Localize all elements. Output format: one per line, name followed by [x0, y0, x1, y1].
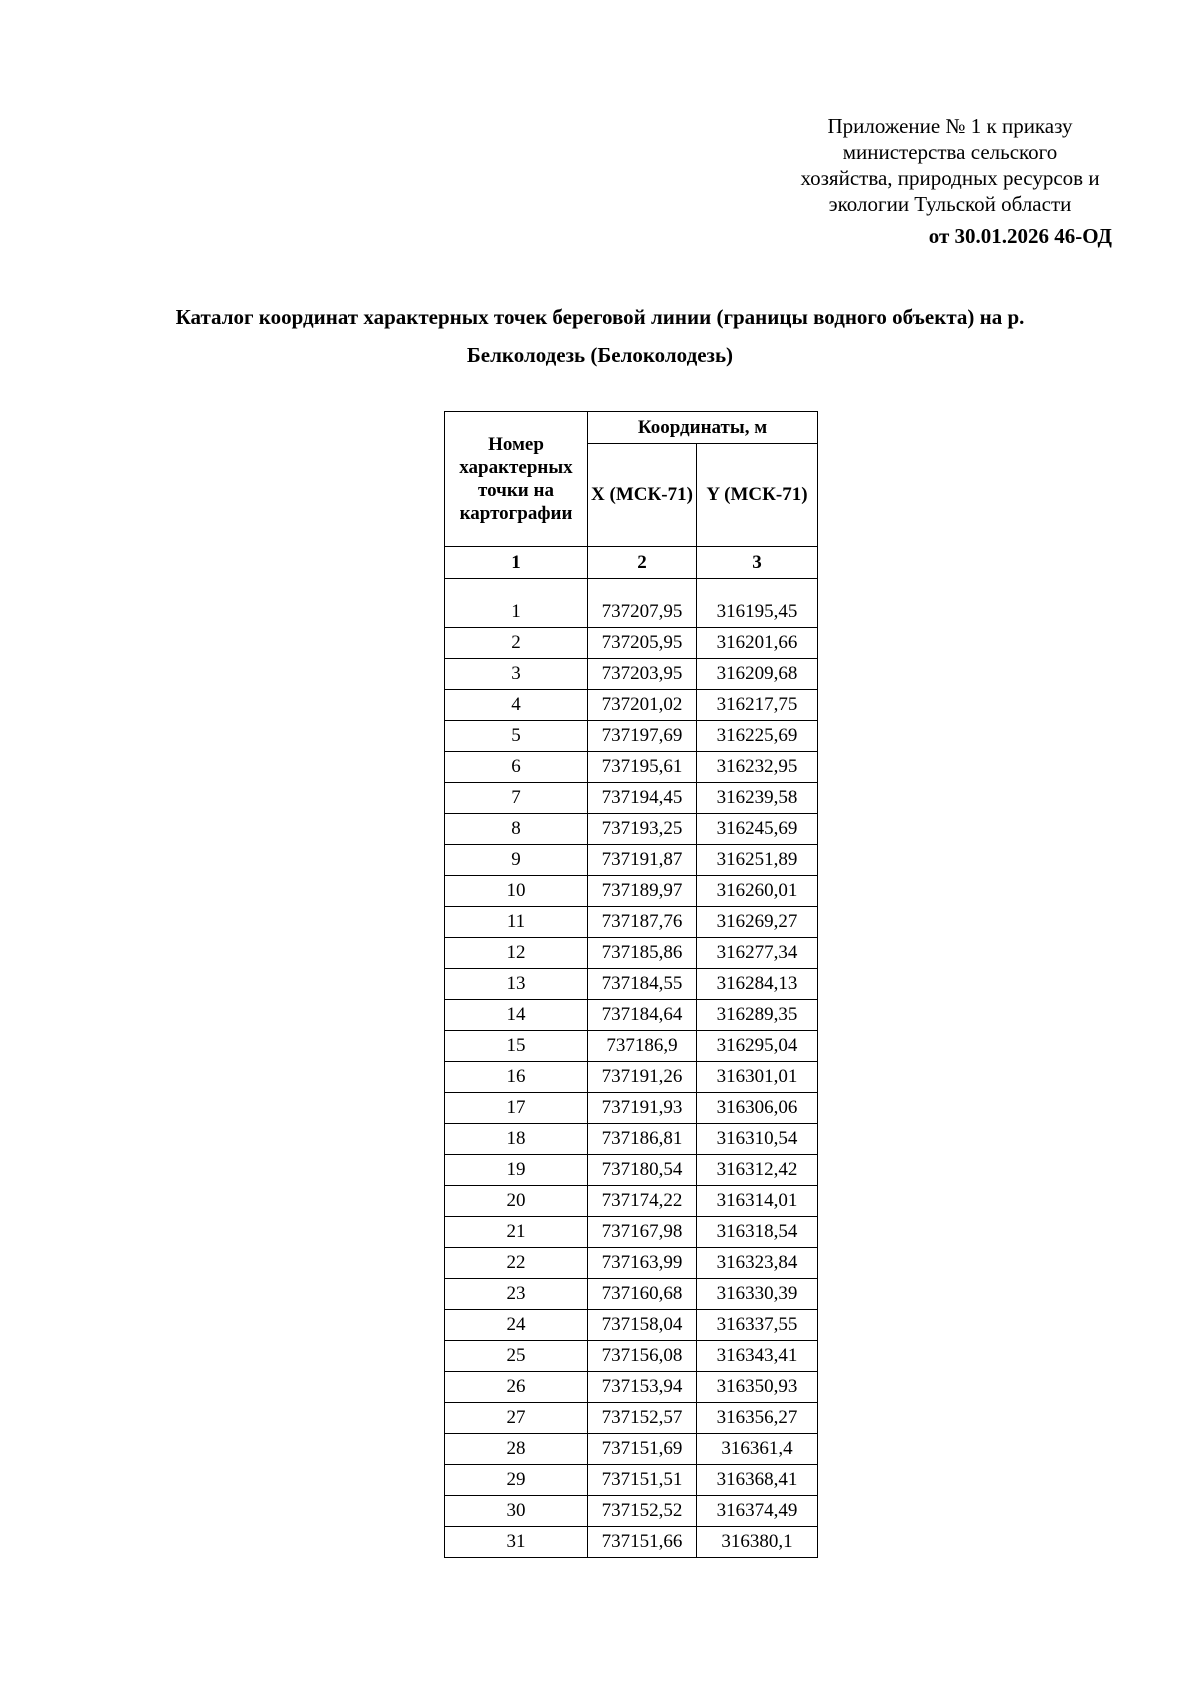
header-point-number-line: точки на	[478, 480, 554, 501]
point-number-cell: 17	[445, 1093, 588, 1124]
x-coordinate-cell: 737185,86	[588, 938, 697, 969]
y-coordinate-cell: 316277,34	[697, 938, 818, 969]
y-coordinate-cell: 316209,68	[697, 659, 818, 690]
point-number-cell: 25	[445, 1341, 588, 1372]
x-coordinate-cell: 737153,94	[588, 1372, 697, 1403]
y-coordinate-cell: 316289,35	[697, 1000, 818, 1031]
header-y: Y (МСК-71)	[697, 444, 818, 547]
y-coordinate-cell: 316374,49	[697, 1496, 818, 1527]
column-number: 1	[445, 547, 588, 579]
appendix-header-line: министерства сельского	[842, 140, 1058, 164]
y-coordinate-cell: 316337,55	[697, 1310, 818, 1341]
point-number-cell: 28	[445, 1434, 588, 1465]
point-number-cell: 8	[445, 814, 588, 845]
y-coordinate-cell: 316201,66	[697, 628, 818, 659]
coordinates-table	[444, 411, 818, 1558]
table-row	[445, 1527, 818, 1558]
y-coordinate-cell: 316269,27	[697, 907, 818, 938]
y-coordinate-cell: 316284,13	[697, 969, 818, 1000]
point-number-cell: 5	[445, 721, 588, 752]
y-coordinate-cell: 316323,84	[697, 1248, 818, 1279]
column-number: 2	[588, 547, 697, 579]
x-coordinate-cell: 737194,45	[588, 783, 697, 814]
table-row	[445, 1155, 818, 1186]
point-number-cell: 7	[445, 783, 588, 814]
table-row	[445, 1000, 818, 1031]
table-row	[445, 907, 818, 938]
x-coordinate-cell: 737186,81	[588, 1124, 697, 1155]
x-coordinate-cell: 737184,64	[588, 1000, 697, 1031]
y-coordinate-cell: 316245,69	[697, 814, 818, 845]
table-row	[445, 876, 818, 907]
table-row	[445, 1341, 818, 1372]
x-coordinate-cell: 737151,51	[588, 1465, 697, 1496]
y-coordinate-cell: 316343,41	[697, 1341, 818, 1372]
x-coordinate-cell: 737189,97	[588, 876, 697, 907]
y-coordinate-cell: 316356,27	[697, 1403, 818, 1434]
document-title-line-1: Каталог координат характерных точек береговой линии (границы водного объекта) на р.	[175, 305, 1025, 329]
table-row	[445, 1031, 818, 1062]
point-number-cell: 1	[445, 579, 588, 628]
table-row	[445, 659, 818, 690]
header-point-number	[445, 412, 588, 547]
x-coordinate-cell: 737207,95	[588, 579, 697, 628]
table-row	[445, 814, 818, 845]
header-point-number-line: характерных	[459, 457, 573, 478]
appendix-header-line: хозяйства, природных ресурсов и	[800, 166, 1100, 190]
table-row	[445, 721, 818, 752]
y-coordinate-cell: 316225,69	[697, 721, 818, 752]
y-coordinate-cell: 316312,42	[697, 1155, 818, 1186]
order-reference: от 30.01.2026 46-ОД	[928, 224, 1112, 248]
table-row	[445, 1372, 818, 1403]
table-row	[445, 690, 818, 721]
table-body	[445, 579, 818, 1558]
table-row	[445, 1093, 818, 1124]
point-number-cell: 30	[445, 1496, 588, 1527]
y-coordinate-cell: 316217,75	[697, 690, 818, 721]
y-coordinate-cell: 316310,54	[697, 1124, 818, 1155]
x-coordinate-cell: 737191,93	[588, 1093, 697, 1124]
table-row	[445, 1465, 818, 1496]
y-coordinate-cell: 316380,1	[697, 1527, 818, 1558]
table-row	[445, 969, 818, 1000]
point-number-cell: 16	[445, 1062, 588, 1093]
column-number: 3	[697, 547, 818, 579]
point-number-cell: 22	[445, 1248, 588, 1279]
x-coordinate-cell: 737203,95	[588, 659, 697, 690]
point-number-cell: 29	[445, 1465, 588, 1496]
point-number-cell: 13	[445, 969, 588, 1000]
x-coordinate-cell: 737160,68	[588, 1279, 697, 1310]
table-row	[445, 579, 818, 628]
point-number-cell: 24	[445, 1310, 588, 1341]
x-coordinate-cell: 737195,61	[588, 752, 697, 783]
x-coordinate-cell: 737186,9	[588, 1031, 697, 1062]
y-coordinate-cell: 316318,54	[697, 1217, 818, 1248]
point-number-cell: 20	[445, 1186, 588, 1217]
table-row	[445, 1279, 818, 1310]
table-row	[445, 1403, 818, 1434]
x-coordinate-cell: 737201,02	[588, 690, 697, 721]
table-row	[445, 1217, 818, 1248]
table-row	[445, 783, 818, 814]
header-point-number-line: картографии	[459, 503, 573, 524]
point-number-cell: 21	[445, 1217, 588, 1248]
table-row	[445, 1434, 818, 1465]
x-coordinate-cell: 737152,52	[588, 1496, 697, 1527]
point-number-cell: 15	[445, 1031, 588, 1062]
x-coordinate-cell: 737191,26	[588, 1062, 697, 1093]
x-coordinate-cell: 737191,87	[588, 845, 697, 876]
x-coordinate-cell: 737180,54	[588, 1155, 697, 1186]
y-coordinate-cell: 316232,95	[697, 752, 818, 783]
table-row	[445, 1496, 818, 1527]
x-coordinate-cell: 737156,08	[588, 1341, 697, 1372]
header-point-number-line: Номер	[488, 434, 544, 455]
x-coordinate-cell: 737167,98	[588, 1217, 697, 1248]
point-number-cell: 26	[445, 1372, 588, 1403]
point-number-cell: 23	[445, 1279, 588, 1310]
point-number-cell: 4	[445, 690, 588, 721]
appendix-header-line: Приложение № 1 к приказу	[827, 114, 1073, 138]
point-number-cell: 18	[445, 1124, 588, 1155]
y-coordinate-cell: 316306,06	[697, 1093, 818, 1124]
y-coordinate-cell: 316361,4	[697, 1434, 818, 1465]
x-coordinate-cell: 737174,22	[588, 1186, 697, 1217]
x-coordinate-cell: 737163,99	[588, 1248, 697, 1279]
point-number-cell: 6	[445, 752, 588, 783]
table-row	[445, 845, 818, 876]
y-coordinate-cell: 316368,41	[697, 1465, 818, 1496]
y-coordinate-cell: 316330,39	[697, 1279, 818, 1310]
table-row	[445, 1124, 818, 1155]
y-coordinate-cell: 316195,45	[697, 579, 818, 628]
appendix-header	[790, 113, 1110, 217]
point-number-cell: 27	[445, 1403, 588, 1434]
x-coordinate-cell: 737158,04	[588, 1310, 697, 1341]
y-coordinate-cell: 316260,01	[697, 876, 818, 907]
table-row	[445, 628, 818, 659]
point-number-cell: 19	[445, 1155, 588, 1186]
x-coordinate-cell: 737152,57	[588, 1403, 697, 1434]
x-coordinate-cell: 737184,55	[588, 969, 697, 1000]
table-row	[445, 752, 818, 783]
document-title	[150, 298, 1050, 374]
x-coordinate-cell: 737193,25	[588, 814, 697, 845]
y-coordinate-cell: 316350,93	[697, 1372, 818, 1403]
point-number-cell: 14	[445, 1000, 588, 1031]
y-coordinate-cell: 316239,58	[697, 783, 818, 814]
table-row	[445, 1186, 818, 1217]
point-number-cell: 2	[445, 628, 588, 659]
x-coordinate-cell: 737205,95	[588, 628, 697, 659]
point-number-cell: 10	[445, 876, 588, 907]
appendix-header-line: экологии Тульской области	[828, 192, 1072, 216]
y-coordinate-cell: 316301,01	[697, 1062, 818, 1093]
document-title-line-2: Белколодезь (Белоколодезь)	[466, 343, 734, 367]
point-number-cell: 3	[445, 659, 588, 690]
y-coordinate-cell: 316251,89	[697, 845, 818, 876]
point-number-cell: 9	[445, 845, 588, 876]
y-coordinate-cell: 316314,01	[697, 1186, 818, 1217]
point-number-cell: 11	[445, 907, 588, 938]
x-coordinate-cell: 737197,69	[588, 721, 697, 752]
table-row	[445, 1248, 818, 1279]
header-x: X (МСК-71)	[588, 444, 697, 547]
point-number-cell: 12	[445, 938, 588, 969]
x-coordinate-cell: 737151,69	[588, 1434, 697, 1465]
table-row	[445, 938, 818, 969]
table-row	[445, 1062, 818, 1093]
table-row	[445, 1310, 818, 1341]
point-number-cell: 31	[445, 1527, 588, 1558]
x-coordinate-cell: 737187,76	[588, 907, 697, 938]
y-coordinate-cell: 316295,04	[697, 1031, 818, 1062]
x-coordinate-cell: 737151,66	[588, 1527, 697, 1558]
header-coordinates: Координаты, м	[588, 412, 818, 444]
